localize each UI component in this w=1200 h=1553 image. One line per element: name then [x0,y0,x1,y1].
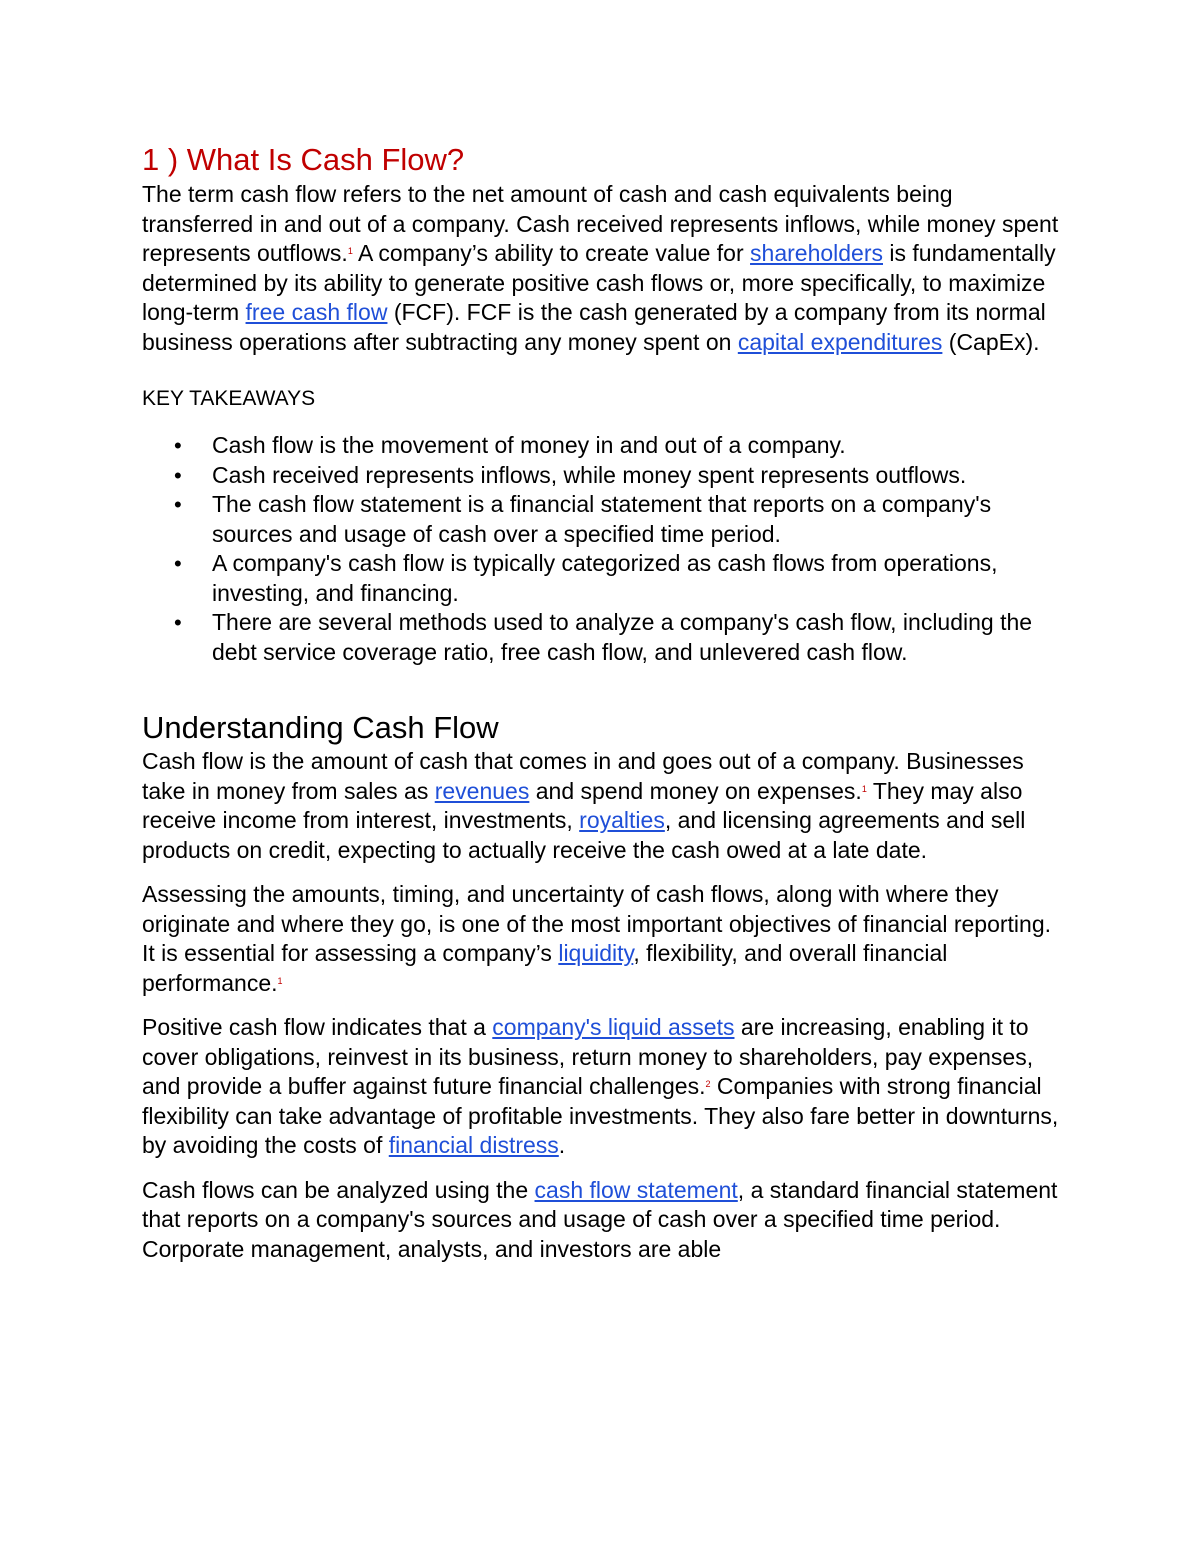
key-takeaways-label: KEY TAKEAWAYS [142,387,316,410]
footnote-ref: 1 [277,975,283,986]
paragraph-understanding: Cash flow is the amount of cash that comes in and goes out of a company. Businesses take in money from sales as revenues and spend money on expenses.$^1$ They may also receive income from interest, investments, royalties, and licensing agreements and sell products on credit, expecting to actually receive the cash owed at a late date. [142,748,1026,863]
link-revenues[interactable]: revenues [434,777,530,804]
paragraph-cash-flow-statement: Cash flows can be analyzed using the cash flow statement, a standard financial statement that reports on a company's sources and usage of cash over a specified time period. Corporate management, analysts, and investors are able [142,1176,1058,1262]
link-free-cash-flow[interactable]: free cash flow [245,299,388,325]
list-item: • There are several methods used to analyze a company's cash flow, including the debt service coverage ratio, free cash flow, and unlevered cash flow. [174,609,1033,665]
footnote-ref: 1 [861,783,867,794]
link-shareholders[interactable]: shareholders [750,240,883,266]
paragraph-positive-cash-flow: Positive cash flow indicates that a company's liquid assets are increasing, enabling it to cover obligations, reinvest in its business, return money to shareholders, pay expenses, and provide a buffer against future financial challenges.$^2$ Companies with strong financial flexibility can take advantage of profitable investments. They also fare better in downturns, by avoiding the costs of financial distress. [142,1014,1059,1158]
bullet-icon: • [174,462,182,488]
key-takeaways-list [142,431,1062,667]
link-company-liquid-assets[interactable]: company's liquid assets [492,1014,735,1040]
link-royalties[interactable]: royalties [579,807,665,833]
bullet-icon: • [174,610,182,635]
list-item: • The cash flow statement is a financial statement that reports on a company's sources and usage of cash over a specified time period. [174,491,992,547]
section-heading-understanding-cash-flow: Understanding Cash Flow [142,710,499,745]
list-item: • A company's cash flow is typically categorized as cash flows from operations, investing, and financing. [174,550,998,606]
paragraph-definition: The term cash flow refers to the net amount of cash and cash equivalents being transferred in and out of a company. Cash received represents inflows, while money spent represents outflows.$^1$ A company’s ability to create value for shareholders is fundamentally determined by its ability to generate positive cash flows or, more specifically, to maximize long-term free cash flow (FCF). FCF is the cash generated by a company from its normal business operations after subtracting any money spent on capital expenditures (CapEx). [142,181,1059,355]
link-financial-distress[interactable]: financial distress [388,1132,559,1158]
bullet-icon: • [174,433,182,458]
footnote-ref: 2 [705,1079,711,1089]
link-liquidity[interactable]: liquidity [558,940,634,966]
link-capital-expenditures[interactable]: capital expenditures [737,328,943,355]
section-heading-what-is-cash-flow: 1 ) What Is Cash Flow? [142,142,465,177]
paragraph-assessing: Assessing the amounts, timing, and uncertainty of cash flows, along with where they originate and where they go, is one of the most important objectives of financial reporting. It is essential for assessing a company’s liquidity, flexibility, and overall financial performance.$^1$ [142,881,1052,996]
footnote-ref: 1 [347,246,353,256]
link-cash-flow-statement[interactable]: cash flow statement [534,1176,738,1203]
document-body [142,140,1062,1264]
bullet-icon: • [174,492,182,517]
bullet-icon: • [174,551,182,576]
list-item: • Cash received represents inflows, while money spent represents outflows. [212,461,1062,491]
list-item: • Cash flow is the movement of money in and out of a company. [212,431,1062,461]
